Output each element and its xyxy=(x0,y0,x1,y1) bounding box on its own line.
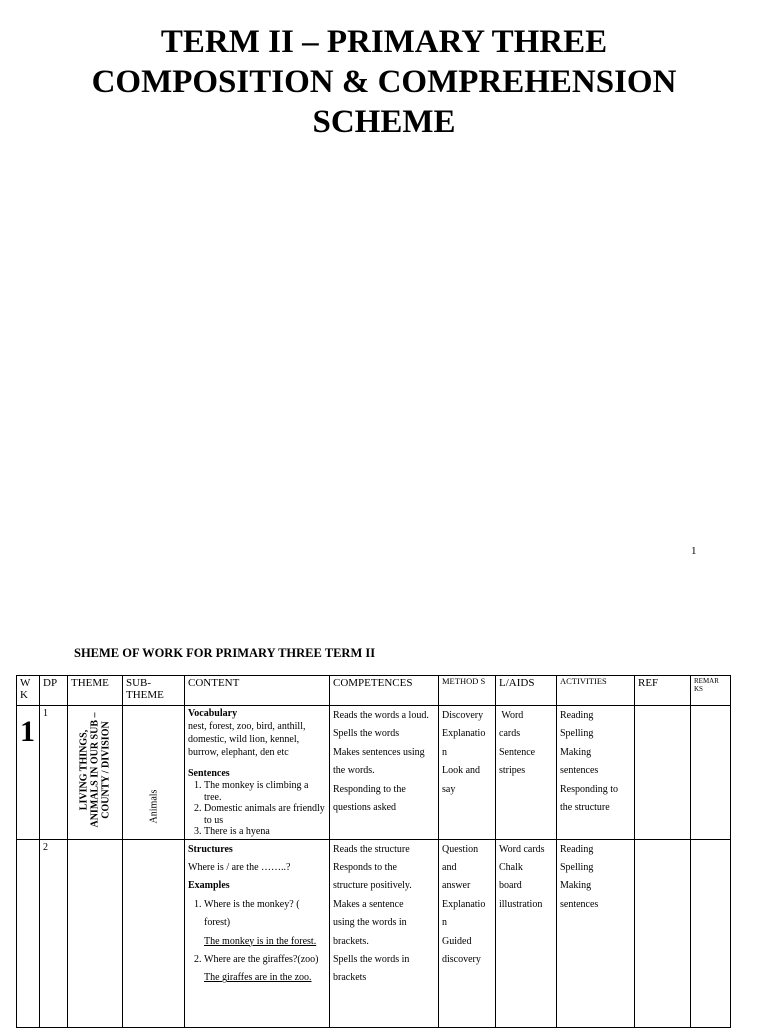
examples-title: Examples xyxy=(188,880,230,892)
table-row xyxy=(17,839,731,1027)
row1-activities xyxy=(557,706,635,840)
method-line: Guided xyxy=(442,935,472,947)
competence-line: brackets. xyxy=(333,935,369,947)
sentence-item: 1. The monkey is climbing a tree. xyxy=(204,780,326,803)
competence-line: Reads the words a loud. xyxy=(333,710,429,721)
laid-line: Chalk xyxy=(499,861,523,873)
document-title xyxy=(0,22,768,142)
header-ref: REF xyxy=(635,676,691,706)
competence-line: brackets xyxy=(333,972,367,984)
row1-subtheme xyxy=(123,706,185,840)
sentences-title: Sentences xyxy=(188,768,230,779)
row1-theme xyxy=(68,706,123,840)
title-line-1: TERM II – PRIMARY THREE xyxy=(160,24,608,60)
scheme-heading: SHEME OF WORK FOR PRIMARY THREE TERM II xyxy=(74,646,376,660)
row1-remarks xyxy=(691,706,731,840)
header-laids: L/AIDS xyxy=(496,676,557,706)
example-item xyxy=(204,951,326,988)
vocab-title: Vocabulary xyxy=(188,708,238,719)
week-number: 1 xyxy=(20,715,35,748)
activity-line: Reading xyxy=(560,710,594,721)
vocab-words: nest, forest, zoo, bird, anthill, domestic, wild lion, kennel, burrow, elephant, den etc xyxy=(188,721,306,758)
laid-line: Word cards xyxy=(499,843,545,855)
example-answer: The giraffes are in the zoo. xyxy=(204,972,312,984)
row1-competences xyxy=(330,706,439,840)
table-header-row xyxy=(17,676,731,706)
method-line: answer xyxy=(442,880,471,892)
example-question: 2. Where are the giraffes?(zoo) xyxy=(204,953,319,965)
activity-line: sentences xyxy=(560,898,599,910)
competence-line: Reads the structure xyxy=(333,843,410,855)
method-line: Explanatio xyxy=(442,728,486,740)
theme-text: LIVING THINGS, ANIMALS IN OUR SUB – COUNTY / DIVISION xyxy=(78,712,112,828)
method-line: Discovery xyxy=(442,710,484,721)
competence-line: Makes a sentence xyxy=(333,898,404,910)
row2-subtheme xyxy=(123,839,185,1027)
header-competences: COMPETENCES xyxy=(330,676,439,706)
header-subtheme: SUB-THEME xyxy=(123,676,185,706)
row2-content xyxy=(185,839,330,1027)
activity-line: Making xyxy=(560,746,592,758)
header-activities: ACTIVITIES xyxy=(557,676,635,706)
row2-remarks xyxy=(691,839,731,1027)
row1-ref xyxy=(635,706,691,840)
laid-line: Sentence xyxy=(499,746,536,758)
competence-line: Spells the words in xyxy=(333,953,410,965)
competence-line: Makes sentences using the words. xyxy=(333,746,425,777)
competence-line: Responds to the xyxy=(333,861,397,873)
row1-content xyxy=(185,706,330,840)
method-line: Look and xyxy=(442,765,481,777)
page-number: 1 xyxy=(691,545,697,557)
row2-ref xyxy=(635,839,691,1027)
structures-title: Structures xyxy=(188,843,233,855)
header-content: CONTENT xyxy=(185,676,330,706)
example-question: 1. Where is the monkey? ( forest) xyxy=(204,898,300,929)
row1-wk xyxy=(17,706,40,840)
row2-dp: 2 xyxy=(40,839,68,1027)
header-dp: DP xyxy=(40,676,68,706)
activity-line: Reading xyxy=(560,843,594,855)
header-wk: W K xyxy=(17,676,40,706)
example-item xyxy=(204,896,326,951)
title-line-3: SCHEME xyxy=(312,104,456,140)
method-line: Question xyxy=(442,843,479,855)
activity-line: Spelling xyxy=(560,861,594,873)
sentence-item: 3. There is a hyena xyxy=(204,826,326,838)
example-answer: The monkey is in the forest. xyxy=(204,935,317,947)
activity-line: Making xyxy=(560,880,592,892)
laid-line: cards xyxy=(499,728,521,740)
method-line: discovery xyxy=(442,953,481,965)
competence-line: Spells the words xyxy=(333,728,400,740)
table-row xyxy=(17,706,731,840)
method-line: n xyxy=(442,917,447,929)
structure-line: Where is / are the ……..? xyxy=(188,861,291,873)
row2-activities xyxy=(557,839,635,1027)
laid-line: illustration xyxy=(499,898,543,910)
method-line: say xyxy=(442,783,456,795)
scheme-table xyxy=(16,675,731,1028)
competence-line: structure positively. xyxy=(333,880,412,892)
row1-laids xyxy=(496,706,557,840)
row2-wk xyxy=(17,839,40,1027)
title-line-2: COMPOSITION & COMPREHENSION xyxy=(91,64,677,100)
method-line: n xyxy=(442,746,447,758)
row2-methods xyxy=(439,839,496,1027)
row2-laids xyxy=(496,839,557,1027)
competence-line: using the words in xyxy=(333,917,407,929)
subtheme-text: Animals xyxy=(148,789,159,824)
row2-competences xyxy=(330,839,439,1027)
method-line: Explanatio xyxy=(442,898,486,910)
laid-line: Word xyxy=(499,710,524,721)
laid-line: stripes xyxy=(499,765,526,777)
activity-line: Responding to xyxy=(560,783,619,795)
header-remarks: REMAR KS xyxy=(691,676,731,706)
method-line: and xyxy=(442,861,457,873)
sentence-item: 2. Domestic animals are friendly to us xyxy=(204,803,326,826)
header-theme: THEME xyxy=(68,676,123,706)
activity-line: sentences xyxy=(560,765,599,777)
competence-line: Responding to the questions asked xyxy=(333,783,406,814)
row1-dp: 1 xyxy=(40,706,68,840)
activity-line: Spelling xyxy=(560,728,594,740)
header-methods: METHOD S xyxy=(439,676,496,706)
activity-line: the structure xyxy=(560,802,610,814)
laid-line: board xyxy=(499,880,522,892)
row1-methods xyxy=(439,706,496,840)
row2-theme xyxy=(68,839,123,1027)
